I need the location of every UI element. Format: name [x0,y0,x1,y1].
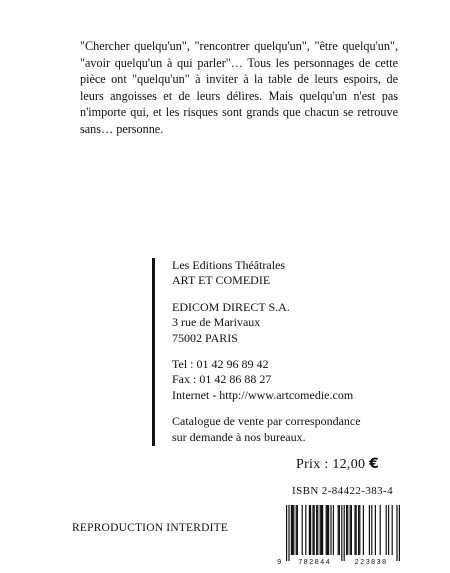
barcode-bar [380,505,381,555]
publisher-block [152,258,392,446]
barcode-bar [288,505,289,561]
publisher-line-2: ART ET COMEDIE [172,273,271,288]
barcode-bar [338,505,339,555]
barcode-bar [386,505,387,555]
publisher-tel: Tel : 01 42 96 89 42 [172,357,269,372]
barcode-bar [291,505,292,555]
barcode-bar [358,505,359,555]
barcode-bar [369,505,370,555]
barcode-bar [351,505,352,555]
publisher-text [172,258,361,445]
barcode-bar [375,505,376,555]
barcode-bar [339,505,340,555]
barcode-bar [293,505,294,555]
barcode-bar [388,505,389,555]
barcode-bar [333,505,334,555]
publisher-company: EDICOM DIRECT S.A. [172,299,290,314]
barcode [276,505,406,567]
barcode-bar [321,505,322,555]
barcode-bar [320,505,321,555]
price-label: Prix : 12,00 [296,457,366,472]
barcode-bar [363,505,364,555]
catalogue-line-1: Catalogue de vente par correspondance [172,414,361,429]
barcode-bar [354,505,355,555]
publisher-line-1: Les Editions Théâtrales [172,258,286,272]
barcode-bar [399,505,400,561]
barcode-bar [302,505,303,555]
barcode-bar [286,505,287,561]
reproduction-notice: REPRODUCTION INTERDITE [72,522,229,534]
barcode-digits: 223838 [354,559,388,566]
barcode-bar [350,505,351,555]
publisher-internet: Internet - http://www.artcomedie.com [172,387,354,402]
barcode-bar [396,505,397,561]
barcode-bar [314,505,315,555]
barcode-bar [316,505,317,555]
barcode-bar [330,505,331,555]
barcode-bar [346,505,347,555]
price [296,456,379,473]
barcode-bar [344,505,345,561]
barcode-bar [292,505,293,555]
euro-icon: € [369,456,380,472]
barcode-bar [310,505,311,555]
barcode-digits: 782844 [298,559,332,566]
barcode-bar [392,505,393,555]
barcode-icon [276,505,406,567]
barcode-bar [312,505,313,555]
barcode-bar [296,505,297,555]
barcode-bar [322,505,323,555]
barcode-bar [356,505,357,555]
barcode-bar [328,505,329,555]
barcode-bar [371,505,372,555]
barcode-bar [326,505,327,555]
barcode-bar [327,505,328,555]
vertical-rule [152,258,155,446]
isbn: ISBN 2-84422-383-4 [292,485,394,497]
barcode-digits: 9 [277,559,283,566]
back-cover-blurb: "Chercher quelqu'un", "rencontrer quelqu'un", "être quelqu'un", "avoir quelqu'un à qui parler"… Tous les personnages de cette pièce ont "quelqu'un" à inviter à la table de leurs espoirs, de leurs angoisses et de leurs délires. Mais quelqu'un n'est pas n'importe qui, et les risques sont grands que chacun se retrouve sans… personne. [80,39,398,136]
publisher-fax: Fax : 01 42 86 88 27 [172,372,272,387]
barcode-bar [347,505,348,555]
publisher-street: 3 rue de Marivaux [172,315,261,330]
catalogue-line-2: sur demande à nos bureaux. [172,429,306,444]
barcode-bar [297,505,298,555]
barcode-bar [359,505,360,555]
barcode-bar [341,505,342,561]
barcode-bar [309,505,310,555]
barcode-bar [305,505,306,555]
barcode-bar [317,505,318,555]
publisher-city: 75002 PARIS [172,330,238,345]
